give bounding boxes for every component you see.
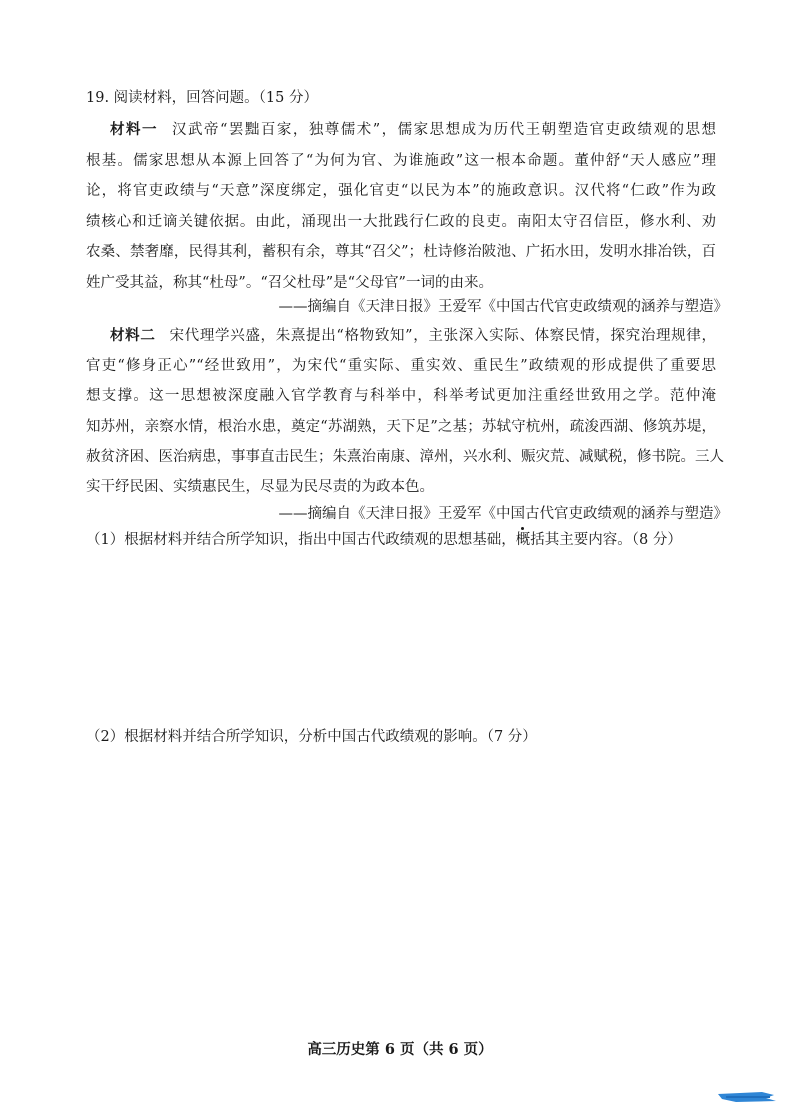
material2-line-1: 材料二 宋代理学兴盛，朱熹提出“格物致知”，主张深入实际、体察民情，探究治理规律， xyxy=(110,327,716,344)
material2-source: ——摘编自《天津日报》王爱军《中国古代官吏政绩观的涵养与塑造》 xyxy=(278,506,728,522)
question-header: 19. 阅读材料，回答问题。（15 分） xyxy=(86,90,318,106)
emphasis-dot-char: 概 xyxy=(515,532,531,548)
material1-line-3: 论，将官吏政绩与“天意”深度绑定，强化官吏“以民为本”的施政意识。汉代将“仁政”作为政 xyxy=(86,183,716,199)
material1-line-5: 农桑、禁奢靡，民得其利，蓄积有余，尊其“召父”；杜诗修治陂池、广拓水田，发明水排冶铁，百 xyxy=(86,244,716,260)
subquestion-1: （1）根据材料并结合所学知识，指出中国古代政绩观的思想基础，概括其主要内容。（8 分） xyxy=(86,532,682,548)
material1-source: ——摘编自《天津日报》王爱军《中国古代官吏政绩观的涵养与塑造》 xyxy=(278,299,728,315)
material2-line-4: 知苏州，亲察水情，根治水患，奠定“苏湖熟，天下足”之基；苏轼守杭州，疏浚西湖、修筑苏堤， xyxy=(86,419,716,435)
material1-line-4: 绩核心和迁谪关键依据。由此，涌现出一大批践行仁政的良吏。南阳太守召信臣，修水利、劝 xyxy=(86,214,716,230)
material1-line-1: 材料一 汉武帝“罢黜百家，独尊儒术”，儒家思想成为历代王朝塑造官吏政绩观的思想 xyxy=(110,121,717,138)
material2-label: 材料二 xyxy=(110,327,156,344)
subquestion-2: （2）根据材料并结合所学知识，分析中国古代政绩观的影响。（7 分） xyxy=(86,729,537,745)
material2-line-2: 官吏“修身正心”“经世致用”，为宋代“重实际、重实效、重民生”政绩观的形成提供了重要思 xyxy=(86,358,716,374)
material2-line-3: 想支撑。这一思想被深度融入官学教育与科举中，科举考试更加注重经世致用之学。范仲淹 xyxy=(86,388,716,404)
material1-label: 材料一 xyxy=(110,121,158,138)
material1-line-6: 姓广受其益，称其“杜母”。“召父杜母”是“父母官”一词的由来。 xyxy=(86,275,493,291)
page-footer: 高三历史第 6 页（共 6 页） xyxy=(307,1041,493,1058)
material2-line-6: 实干纾民困、实绩惠民生，尽显为民尽责的为政本色。 xyxy=(86,479,434,495)
scanner-mark-icon xyxy=(716,1088,780,1106)
material1-line-2: 根基。儒家思想从本源上回答了“为何为官、为谁施政”这一根本命题。董仲舒“天人感应”理 xyxy=(86,153,716,169)
material2-line-5: 赦贫济困、医治病患，事事直击民生；朱熹治南康、漳州，兴水利、赈灾荒、减赋税，修书院。三人 xyxy=(86,449,724,465)
